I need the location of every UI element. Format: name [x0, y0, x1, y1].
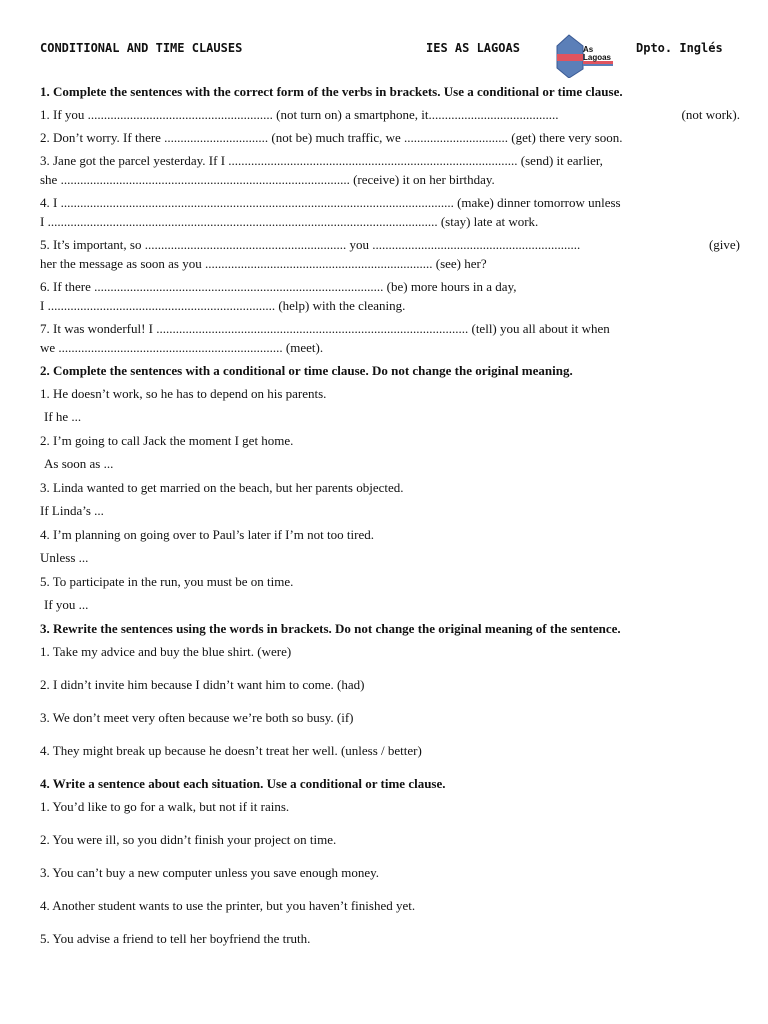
exercise-1-item-2: 2. Don’t worry. If there ................................ (not be) much traffic, we ................................ (get) there very soon.: [40, 130, 623, 145]
worksheet-title: CONDITIONAL AND TIME CLAUSES: [40, 41, 243, 55]
exercise-4-item-5: 5. You advise a friend to tell her boyfriend the truth.: [40, 931, 311, 946]
exercise-2-answer-3: If Linda’s ...: [40, 503, 104, 518]
exercise-4-item-2: 2. You were ill, so you didn’t finish your project on time.: [40, 832, 337, 847]
section-4: [40, 776, 740, 947]
exercise-2-question-4: 4. I’m planning on going over to Paul’s later if I’m not too tired.: [40, 527, 374, 542]
section-4-title: 4. Write a sentence about each situation. Use a conditional or time clause.: [40, 776, 446, 791]
logo-text: As Lagoas: [583, 45, 612, 62]
worksheet-content: [40, 84, 740, 964]
exercise-4-item-1: 1. You’d like to go for a walk, but not if it rains.: [40, 799, 290, 814]
exercise-4-item-3: 3. You can’t buy a new computer unless you save enough money.: [40, 865, 380, 880]
exercise-2-question-1: 1. He doesn’t work, so he has to depend on his parents.: [40, 386, 327, 401]
section-3: [40, 621, 740, 759]
exercise-2-question-2: 2. I’m going to call Jack the moment I get home.: [40, 433, 294, 448]
exercise-1-item-5: 5. It’s important, so .............................................................. you ................................................................ (give) her the message as soon as you ...................................................................... (see) her?: [40, 237, 740, 271]
exercise-3-item-3: 3. We don’t meet very often because we’re both so busy. (if): [40, 710, 354, 725]
exercise-2-question-5: 5. To participate in the run, you must be on time.: [40, 574, 294, 589]
section-3-title: 3. Rewrite the sentences using the words in brackets. Do not change the original meaning of the sentence.: [40, 621, 621, 636]
exercise-1-item-6: 6. If there ......................................................................................... (be) more hours in a day, I ...................................................................... (help) with the cleaning.: [40, 279, 517, 313]
exercise-2-question-3: 3. Linda wanted to get married on the beach, but her parents objected.: [40, 480, 404, 495]
department-name: Dpto. Inglés: [636, 41, 723, 55]
exercise-2-answer-2: As soon as ...: [44, 456, 114, 471]
section-1-title: 1. Complete the sentences with the correct form of the verbs in brackets. Use a conditional or time clause.: [40, 84, 623, 99]
school-name: IES AS LAGOAS: [426, 41, 520, 55]
section-2-title: 2. Complete the sentences with a conditional or time clause. Do not change the original meaning.: [40, 363, 573, 378]
exercise-2-answer-4: Unless ...: [40, 550, 89, 565]
exercise-1-item-1: 1. If you ......................................................... (not turn on) a smartphone, it........................................ (not work).: [40, 107, 740, 122]
exercise-1-item-3: 3. Jane got the parcel yesterday. If I ......................................................................................... (send) it earlier, she ......................................................................................... (receive) it on her birthday.: [40, 153, 603, 187]
exercise-1-item-7: 7. It was wonderful! I ................................................................................................ (tell) you all about it when we ..................................................................... (meet).: [40, 321, 610, 355]
exercise-3-item-1: 1. Take my advice and buy the blue shirt. (were): [40, 644, 292, 659]
exercise-2-answer-1: If he ...: [44, 409, 82, 424]
exercise-1-item-4: 4. I ......................................................................................................................... (make) dinner tomorrow unless I ........................................................................................................................ (stay) late at work.: [40, 195, 621, 229]
exercise-3-item-2: 2. I didn’t invite him because I didn’t want him to come. (had): [40, 677, 365, 692]
page-header: [0, 0, 768, 80]
exercise-3-item-4: 4. They might break up because he doesn’t treat her well. (unless / better): [40, 743, 422, 758]
exercise-2-answer-5: If you ...: [44, 597, 89, 612]
exercise-4-item-4: 4. Another student wants to use the printer, but you haven’t finished yet.: [40, 898, 416, 913]
school-logo: [556, 34, 620, 78]
